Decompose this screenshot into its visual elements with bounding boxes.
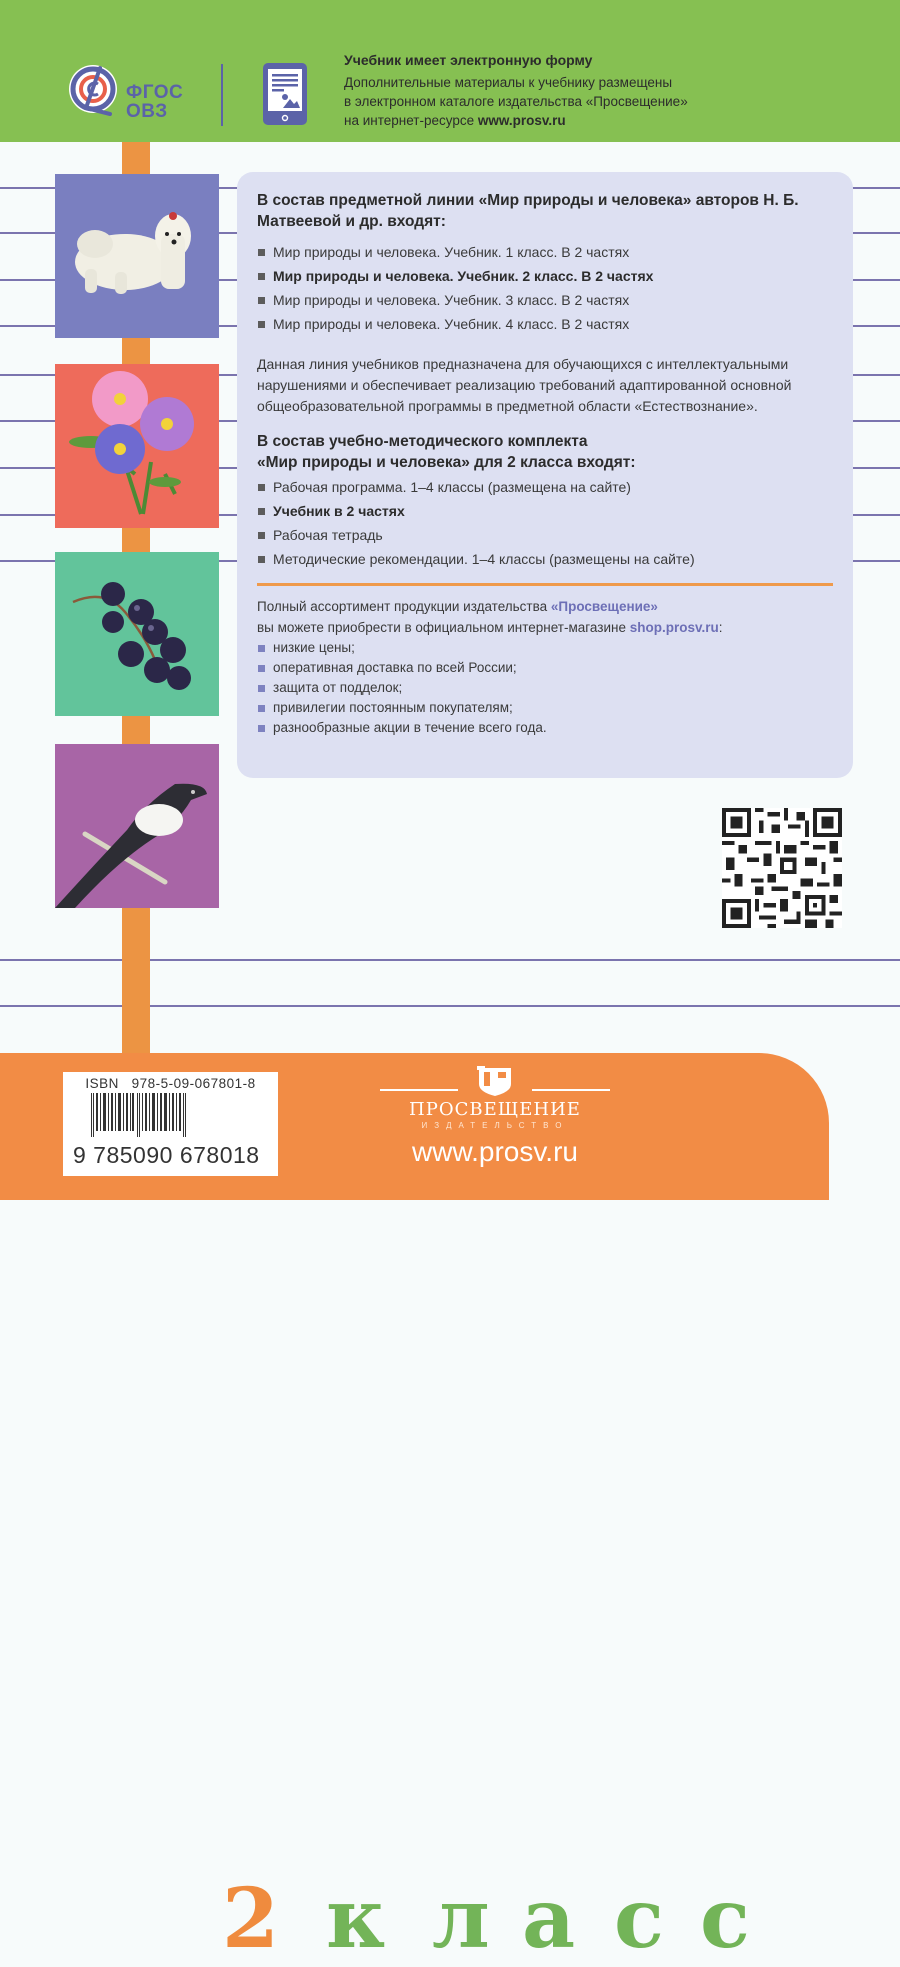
qr-code[interactable] <box>722 808 842 928</box>
fgos-logo-icon <box>66 62 122 124</box>
tablet-ebook-icon <box>263 63 307 125</box>
blackcurrant-berries-icon <box>55 552 219 716</box>
eform-line-1: Дополнительные материалы к учебнику размещены <box>344 75 673 90</box>
circle-flowers <box>55 364 219 528</box>
circle-magpie <box>55 744 219 908</box>
benefit-item: привилегии постоянным покупателям; <box>257 698 833 718</box>
ovz-label: ОВЗ <box>126 101 168 122</box>
kit-item: Рабочая тетрадь <box>257 523 833 547</box>
grade-letter: а <box>522 1871 576 1967</box>
shop-line-1-text: Полный ассортимент продукции издательства <box>257 599 551 614</box>
kit-heading-line1: В состав учебно-методического комплекта <box>257 433 588 450</box>
series-list <box>257 240 833 336</box>
kit-item: Рабочая программа. 1–4 классы (размещена на сайте) <box>257 475 833 499</box>
series-item: Мир природы и человека. Учебник. 4 класс. В 2 частях <box>257 312 833 336</box>
isbn-barcode <box>63 1072 278 1176</box>
circle-dog <box>55 174 219 338</box>
benefit-item: разнообразные акции в течение всего года. <box>257 718 833 738</box>
grade-letter: л <box>432 1871 490 1967</box>
maltese-dog-icon <box>55 174 219 338</box>
shop-line-2-text: вы можете приобрести в официальном интернет-магазине <box>257 620 630 635</box>
series-heading: В состав предметной линии «Мир природы и человека» авторов Н. Б. Матвеевой и др. входят: <box>257 192 799 230</box>
fgos-label: ФГОС <box>126 82 184 103</box>
eform-title: Учебник имеет электронную форму <box>344 52 593 68</box>
grade-letter: с <box>614 1871 664 1967</box>
kit-item-textbook: Учебник в 2 частях <box>257 499 833 523</box>
shop-line-1 <box>257 596 833 617</box>
electronic-form-notice <box>344 52 884 130</box>
shop-url-link[interactable]: shop.prosv.ru <box>629 620 719 635</box>
publisher-subtitle: ИЗДАТЕЛЬСТВО <box>421 1121 569 1130</box>
eform-line-2: в электронном каталоге издательства «Просвещение» <box>344 94 688 109</box>
barcode-digits: 9 785090 678018 <box>73 1142 260 1168</box>
shop-line-2 <box>257 617 833 638</box>
series-item: Мир природы и человека. Учебник. 1 класс. В 2 частях <box>257 240 833 264</box>
isbn-number: ISBN 978-5-09-067801-8 <box>85 1076 256 1091</box>
kit-item: Методические рекомендации. 1–4 классы (размещены на сайте) <box>257 547 833 571</box>
series-description: Данная линия учебников предназначена для обучающихся с интеллектуальными нарушениями и обеспечивает реализацию требований адаптированной основной общеобразовательной программы в предметной области «Естествознание». <box>257 356 792 414</box>
header-divider <box>221 64 223 126</box>
benefits-list <box>257 638 833 738</box>
prosveshchenie-logo-icon <box>380 1066 610 1096</box>
barcode-icon <box>91 1093 186 1137</box>
eform-line-3 <box>344 111 884 130</box>
aster-flowers-icon <box>55 364 219 528</box>
publisher-name: ПРОСВЕЩЕНИЕ <box>409 1099 581 1120</box>
benefit-item: низкие цены; <box>257 638 833 658</box>
benefit-item: защита от подделок; <box>257 678 833 698</box>
kit-heading <box>257 431 833 473</box>
prosv-url-link[interactable]: www.prosv.ru <box>477 113 566 128</box>
publisher-url-link[interactable]: www.prosv.ru <box>412 1136 578 1167</box>
series-item: Мир природы и человека. Учебник. 3 класс. В 2 частях <box>257 288 833 312</box>
kit-heading-line2: «Мир природы и человека» для 2 класса входят: <box>257 454 636 471</box>
circle-berries <box>55 552 219 716</box>
grade-letter: к <box>326 1871 386 1967</box>
panel-divider <box>257 583 833 586</box>
magpie-bird-icon <box>55 744 219 908</box>
kit-list <box>257 475 833 571</box>
shop-text <box>257 596 833 638</box>
publisher-name-accent: «Просвещение» <box>550 599 658 614</box>
benefit-item: оперативная доставка по всей России; <box>257 658 833 678</box>
grade-number: 2 <box>222 1871 280 1967</box>
header-band <box>0 0 900 142</box>
grade-letter: с <box>700 1871 750 1967</box>
fgos-ovz-label <box>126 83 183 121</box>
publisher-logo <box>380 1066 610 1168</box>
eform-line-3-prefix: на интернет-ресурсе <box>344 113 478 128</box>
shop-line-2-suffix: : <box>718 620 723 635</box>
info-panel <box>237 172 853 778</box>
series-item-current: Мир природы и человека. Учебник. 2 класс. В 2 частях <box>257 264 833 288</box>
